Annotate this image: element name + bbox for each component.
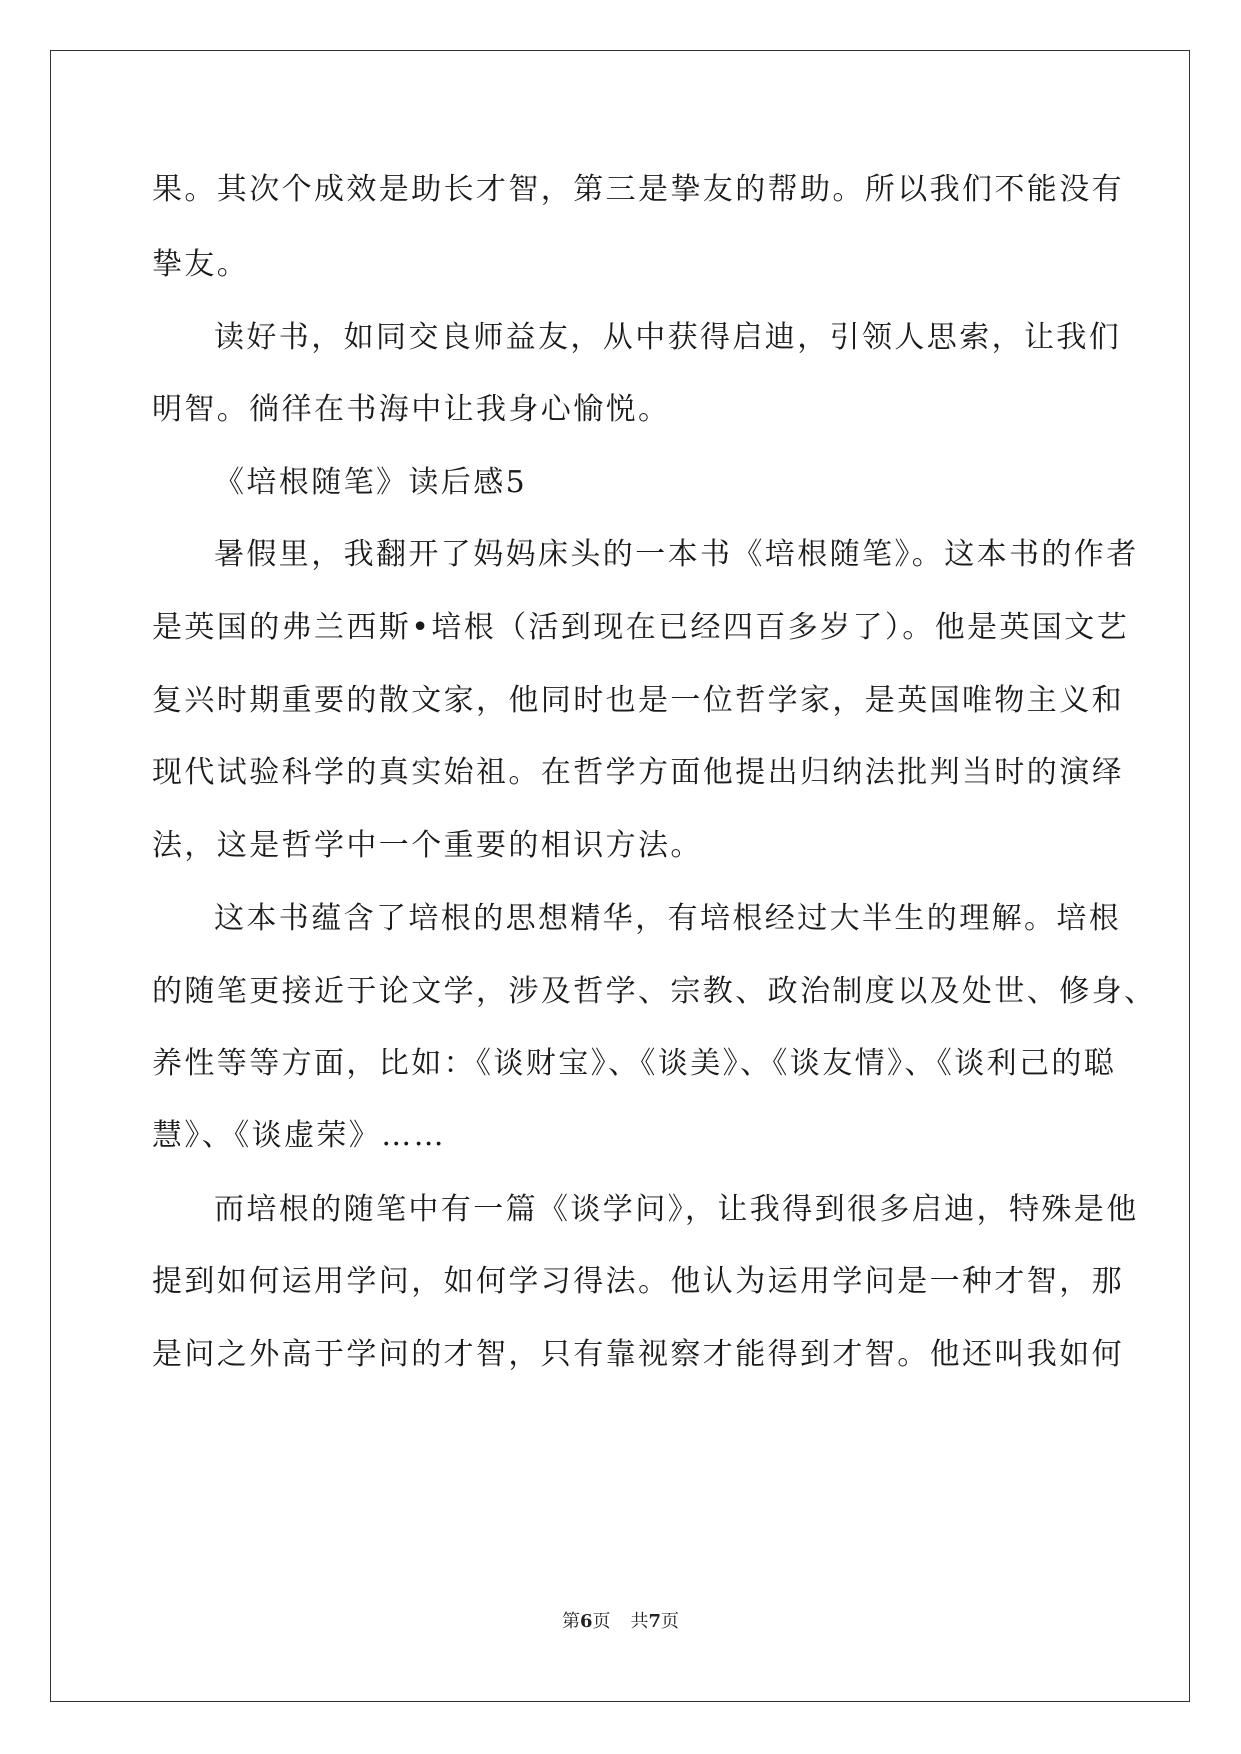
text-line: 这本书蕴含了培根的思想精华，有培根经过大半生的理解。培根	[214, 901, 1122, 936]
section-heading: 《培根随笔》读后感5	[214, 465, 528, 500]
text-line: 养性等等方面，比如：《谈财宝》、《谈美》、《谈友情》、《谈利己的聪	[152, 1046, 1117, 1081]
total-prefix: 共	[630, 1611, 649, 1632]
text-line: 而培根的随笔中有一篇《谈学问》，让我得到很多启迪，特殊是他	[214, 1192, 1139, 1227]
text-line: 果。其次个成效是助长才智，第三是挚友的帮助。所以我们不能没有	[152, 172, 1124, 207]
total-page-number: 7	[648, 1611, 662, 1632]
text-line: 读好书，如同交良师益友，从中获得启迪，引领人思索，让我们	[214, 320, 1122, 355]
text-line: 是问之外高于学问的才智，只有靠视察才能得到才智。他还叫我如何	[152, 1337, 1124, 1372]
page-footer	[0, 1610, 1241, 1634]
text-line: 复兴时期重要的散文家，他同时也是一位哲学家，是英国唯物主义和	[152, 683, 1124, 718]
text-line: 挚友。	[152, 247, 250, 282]
text-line: 法，这是哲学中一个重要的相识方法。	[152, 828, 703, 863]
text-line: 现代试验科学的真实始祖。在哲学方面他提出归纳法批判当时的演绎	[152, 755, 1124, 790]
text-line: 暑假里，我翻开了妈妈床头的一本书《培根随笔》。这本书的作者	[214, 537, 1139, 572]
page-border	[50, 50, 1190, 1702]
total-unit: 页	[661, 1611, 680, 1632]
page-unit: 页	[592, 1611, 611, 1632]
page-prefix: 第	[561, 1611, 580, 1632]
text-line: 提到如何运用学问，如何学习得法。他认为运用学问是一种才智，那	[152, 1264, 1124, 1299]
text-line: 是英国的弗兰西斯•培根（活到现在已经四百多岁了）。他是英国文艺	[152, 610, 1130, 645]
text-line: 的随笔更接近于论文学，涉及哲学、宗教、政治制度以及处世、修身、	[152, 974, 1157, 1009]
text-line: 慧》、《谈虚荣》……	[152, 1118, 446, 1153]
text-line: 明智。徜徉在书海中让我身心愉悦。	[152, 392, 671, 427]
current-page-number: 6	[579, 1611, 593, 1632]
